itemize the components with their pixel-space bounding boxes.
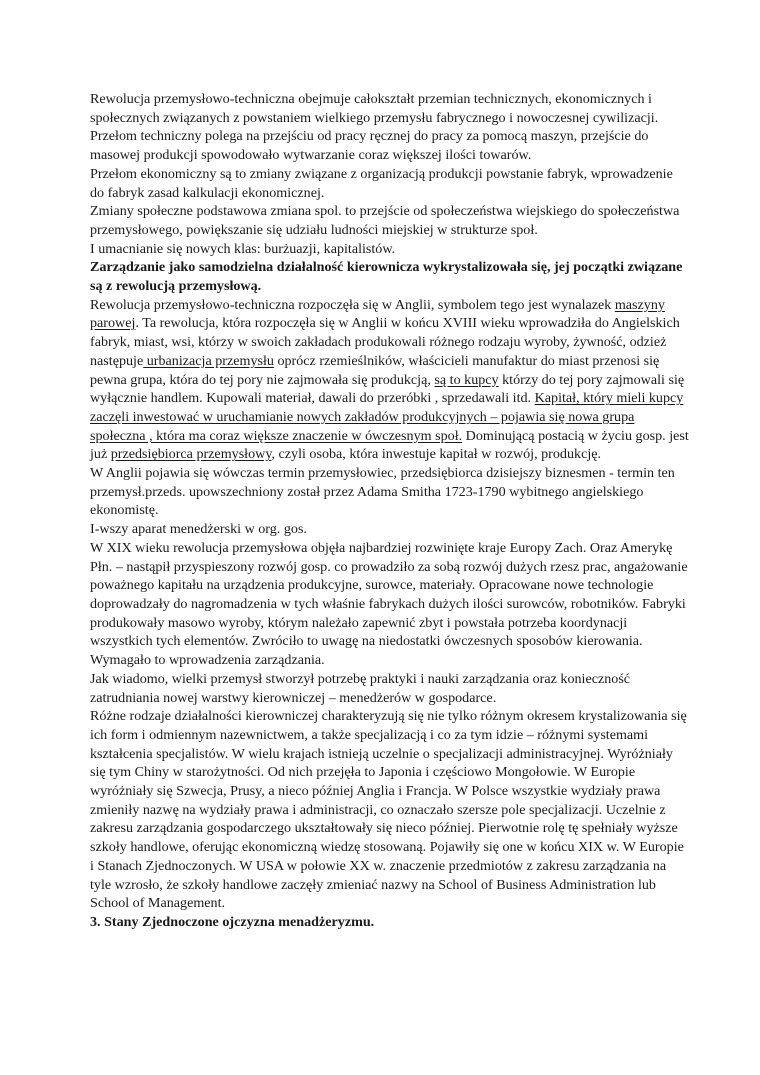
- text-span: oprócz rzemieślników, właścicieli manufaktur do miast przenosi się pewna grupa, która do tej pory nie zajmowała się produkcją,: [90, 352, 660, 388]
- underlined-urbanization: urbanizacja przemysłu: [143, 352, 274, 369]
- underlined-industrial-entrepreneur: przedsiębiorca przemysłowy: [110, 446, 272, 463]
- text-span: Dominującą postacią w życiu gosp. jest już: [90, 427, 689, 463]
- paragraph-management-need: Jak wiadomo, wielki przemysł stworzył potrzebę praktyki i nauki zarządzania oraz konieczność zatrudniania nowej warstwy kierowniczej – menedżerów w gospodarce.: [90, 670, 631, 706]
- text-span: Rewolucja przemysłowo-techniczna rozpoczęła się w Anglii, symbolem tego jest wynalazek: [90, 296, 615, 313]
- underlined-merchants: są to kupcy: [434, 371, 499, 388]
- paragraph-industrialist-term: W Anglii pojawia się wówczas termin przemysłowiec, przedsiębiorca dzisiejszy biznesmen - termin ten przemysł.przeds. upowszechniony został przez Adama Smitha 1723-1790 wybitnego angielskiego ekonomistę.: [90, 465, 675, 519]
- paragraph-economic-breakthrough: Przełom ekonomiczny są to zmiany związane z organizacją produkcji powstanie fabryk, wprowadzenie do fabryk zasad kalkulacji ekonomicznej.: [90, 165, 673, 201]
- paragraph-first-management-apparatus: I-wszy aparat menedżerski w org. gos.: [90, 521, 307, 538]
- paragraph-nineteenth-century: W XIX wieku rewolucja przemysłowa objęła najbardziej rozwinięte kraje Europy Zach. Oraz Amerykę Płn. – nastąpił przyspieszony rozwój gosp. co prowadziło za sobą rozwój dużych rzesz prac, angażowanie poważnego kapitału na urządzenia produkcyjne, surowce, materiały. Opracowane nowe technologie doprowadzały do nagromadzenia w tych właśnie fabrykach dużych ilości surowców, robotników. Fabryki produkowały masowo wyroby, którym należało zapewnić zbyt i powstała potrzeba koordynacji wszystkich tych elementów. Zwróciło to uwagę na niedostatki ówczesnych sposobów kierowania. Wymagało to wprowadzenia zarządzania.: [90, 539, 688, 669]
- text-span: , czyli osoba, która inwestuje kapitał w rozwój, produkcję.: [271, 446, 602, 463]
- paragraph-social-changes: Zmiany społeczne podstawowa zmiana spol. to przejście od społeczeństwa wiejskiego do społeczeństwa przemysłowego, powiększanie się udziału ludności miejskiej w strukturze społ.: [90, 203, 680, 238]
- underlined-steam-engine: maszyny parowej: [90, 296, 665, 332]
- heading-management-origins: Zarządzanie jako samodzielna działalność kierownicza wykrystalizowała się, jej początki związane są z rewolucją przemysłową.: [90, 259, 683, 295]
- heading-section-3: 3. Stany Zjednoczone ojczyzna menadżeryzmu.: [90, 913, 375, 930]
- paragraph-technical-breakthrough: Przełom techniczny polega na przejściu od pracy ręcznej do pracy za pomocą maszyn, przejście do masowej produkcji spowodowało wytwarzanie coraz większej ilości towarów.: [90, 128, 649, 164]
- paragraph-revolution-england: [90, 296, 690, 464]
- underlined-capital-investment: Kapitał, który mieli kupcy zaczęli inwestować w uruchamianie nowych zakładów produkcyjnych – pojawia się nowa grupa społeczna , która ma coraz większe znaczenie w ówczesnym społ.: [90, 390, 684, 444]
- text-span: . Ta rewolucja, która rozpoczęła się w Anglii w końcu XVIII wieku wprowadziła do Angielskich fabryk, miast, wsi, którzy w swoich zakładach produkowali różnego rodzaju wyroby, żywność, odzież następuje: [90, 315, 680, 369]
- paragraph-new-classes: I umacnianie się nowych klas: burżuazji, kapitalistów.: [90, 240, 396, 257]
- text-span: którzy do tej pory zajmowali się wyłącznie handlem. Kupowali materiał, dawali do przeróbki , sprzedawali itd.: [90, 371, 685, 407]
- document-body: [90, 90, 690, 932]
- paragraph-management-education: Różne rodzaje działalności kierowniczej charakteryzują się nie tylko różnym okresem krystalizowania się ich form i odmiennym nazewnictwem, a także specjalizacją i co za tym idzie – różnymi systemami kształcenia specjalistów. W wielu krajach istnieją uczelnie o specjalizacji administracyjnej. Wyróżniały się tym Chiny w starożytności. Od nich przejęła to Japonia i częściowo Mongołowie. W Europie wyróżniały się Szwecja, Prusy, a nieco później Anglia i Francja. W Polsce wszystkie wydziały prawa zmieniły nazwę na wydziały prawa i administracji, co oznaczało szersze pole specjalizacji. Uczelnie z zakresu zarządzania gospodarczego ukształtowały się nieco później. Pierwotnie rolę tę spełniały wyższe szkoły handlowe, oferując ekonomiczną wiedzę stosowaną. Pojawiły się one w końcu XIX w. W Europie i Stanach Zjednoczonych. W USA w połowie XX w. znaczenie przedmiotów z zakresu zarządzania na tyle wzrosło, że szkoły handlowe zaczęły zmieniać nazwy na School of Business Administration lub School of Management.: [90, 708, 687, 912]
- paragraph-industrial-revolution: Rewolucja przemysłowo-techniczna obejmuje całokształt przemian technicznych, ekonomicznych i społecznych związanych z powstaniem wielkiego przemysłu fabrycznego i nowoczesnej cywilizacji.: [90, 91, 659, 126]
